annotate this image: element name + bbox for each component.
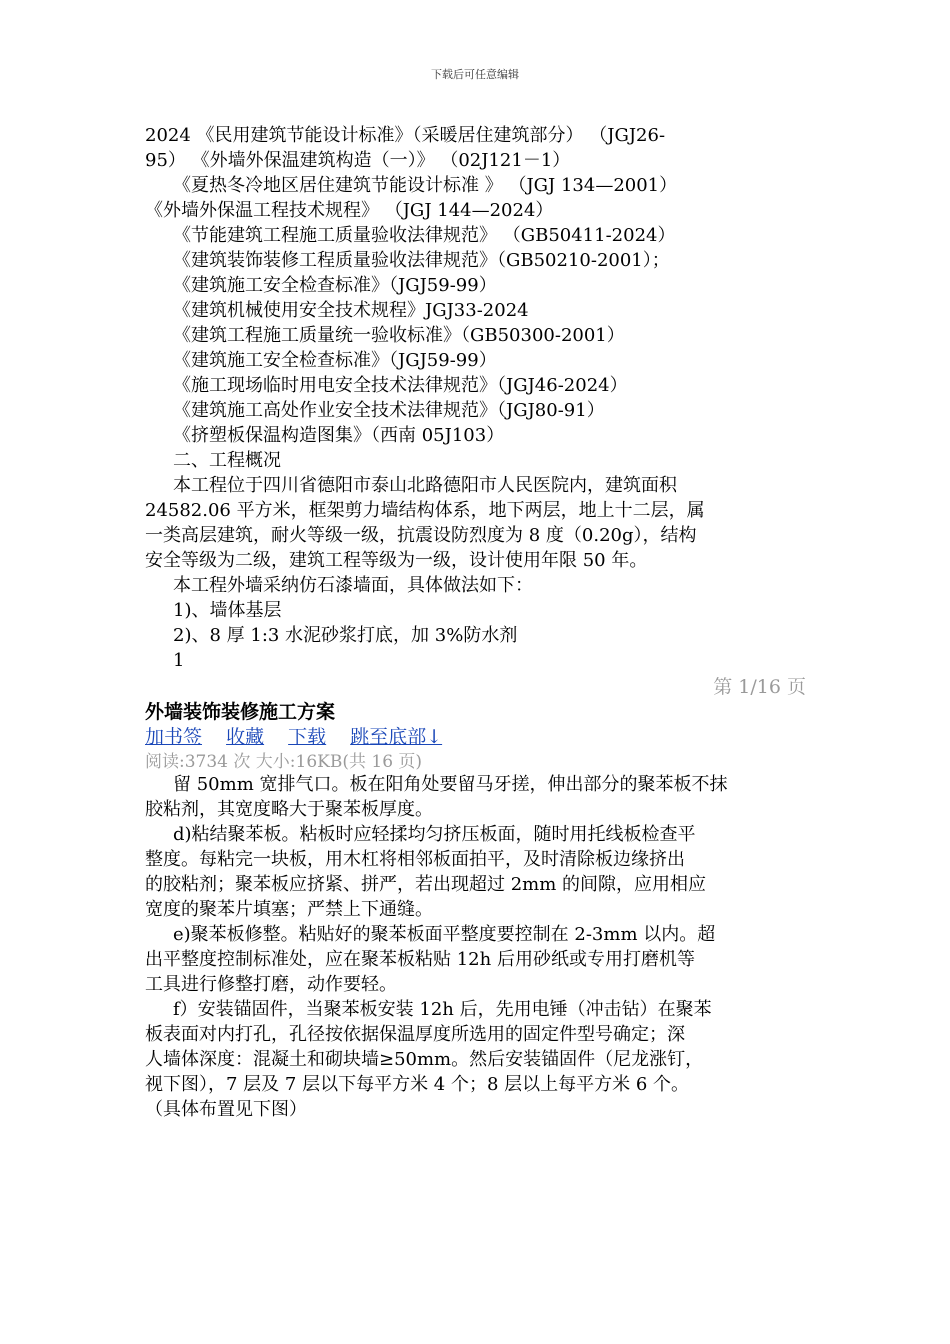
text-line: 工具进行修整打磨，动作要轻。: [145, 974, 397, 995]
text-line: 安全等级为二级，建筑工程等级为一级，设计使用年限 50 年。: [145, 550, 648, 571]
text-line: e)聚苯板修整。粘贴好的聚苯板面平整度要控制在 2-3mm 以内。超: [173, 924, 716, 945]
download-link[interactable]: 下载: [288, 726, 327, 748]
text-line: 《夏热冬冷地区居住建筑节能设计标准 》 （JGJ 134—2001）: [173, 175, 678, 196]
text-line: 板表面对内打孔，孔径按依据保温厚度所选用的固定件型号确定；深: [145, 1024, 685, 1045]
text-line: 整度。每粘完一块板，用木杠将相邻板面拍平，及时清除板边缘挤出: [145, 849, 685, 870]
favorite-link[interactable]: 收藏: [226, 726, 265, 748]
document-body-top: [145, 123, 810, 673]
document-title: 外墙装饰装修施工方案: [145, 701, 336, 723]
bookmark-link[interactable]: 加书签: [145, 726, 203, 748]
text-line: 24582.06 平方米，框架剪力墙结构体系，地下两层，地上十二层，属: [145, 500, 705, 521]
text-line: 《建筑装饰装修工程质量验收法律规范》（GB50210-2001）；: [173, 250, 670, 271]
text-line: 2024 《民用建筑节能设计标准》（采暖居住建筑部分） （JGJ26-: [145, 125, 666, 146]
text-line: 2)、8 厚 1:3 水泥砂浆打底，加 3%防水剂: [173, 625, 518, 646]
text-line: 本工程外墙采纳仿石漆墙面，具体做法如下：: [173, 575, 533, 596]
text-line: 胶粘剂，其宽度略大于聚苯板厚度。: [145, 799, 433, 820]
text-line: d)粘结聚苯板。粘板时应轻揉均匀挤压板面，随时用托线板检查平: [173, 824, 696, 845]
text-line: 的胶粘剂；聚苯板应挤紧、拼严，若出现超过 2mm 的间隙，应用相应: [145, 874, 707, 895]
text-line: 宽度的聚苯片填塞；严禁上下通缝。: [145, 899, 433, 920]
text-line: 《外墙外保温工程技术规程》 （JGJ 144—2024）: [145, 200, 554, 221]
text-line: 《建筑施工安全检查标准》（JGJ59-99）: [173, 275, 497, 296]
text-line: 《节能建筑工程施工质量验收法律规范》 （GB50411-2024）: [173, 225, 676, 246]
text-line: 本工程位于四川省德阳市泰山北路德阳市人民医院内，建筑面积: [173, 475, 677, 496]
document-body-bottom: [145, 772, 810, 1122]
text-line: f）安装锚固件，当聚苯板安装 12h 后，先用电锤（冲击钻）在聚苯: [173, 999, 712, 1020]
text-line: 一类高层建筑，耐火等级一级，抗震设防烈度为 8 度（0.20g），结构: [145, 525, 697, 546]
text-line: 《施工现场临时用电安全技术法律规范》（JGJ46-2024）: [173, 375, 628, 396]
jump-to-bottom-link[interactable]: 跳至底部↓: [350, 726, 443, 748]
page-header-note: 下载后可任意编辑: [431, 68, 519, 81]
text-line: 1)、墙体基层: [173, 600, 282, 621]
text-line: 《建筑机械使用安全技术规程》JGJ33-2024: [173, 300, 529, 321]
text-line: 出平整度控制标准处，应在聚苯板粘贴 12h 后用砂纸或专用打磨机等: [145, 949, 695, 970]
text-line: 留 50mm 宽排气口。板在阳角处要留马牙搓，伸出部分的聚苯板不抹: [173, 774, 728, 795]
text-line: （具体布置见下图）: [145, 1099, 307, 1120]
text-line: 《建筑施工高处作业安全技术法律规范》（JGJ80-91）: [173, 400, 605, 421]
document-meta: 阅读:3734 次 大小:16KB(共 16 页): [145, 752, 423, 772]
text-line: 《建筑施工安全检查标准》（JGJ59-99）: [173, 350, 497, 371]
text-line: 二、工程概况: [173, 450, 281, 471]
text-line: 《挤塑板保温构造图集》（西南 05J103）: [173, 425, 505, 446]
text-line: 《建筑工程施工质量统一验收标准》（GB50300-2001）: [173, 325, 625, 346]
page-indicator: 第 1/16 页: [713, 676, 806, 698]
text-line: 人墙体深度：混凝土和砌块墙≥50mm。然后安装锚固件（尼龙涨钉，: [145, 1049, 704, 1070]
text-line: 1: [173, 650, 185, 671]
action-links: [145, 722, 460, 749]
text-line: 视下图），7 层及 7 层以下每平方米 4 个；8 层以上每平方米 6 个。: [145, 1074, 690, 1095]
text-line: 95） 《外墙外保温建筑构造（一）》 （02J121－1）: [145, 150, 571, 171]
